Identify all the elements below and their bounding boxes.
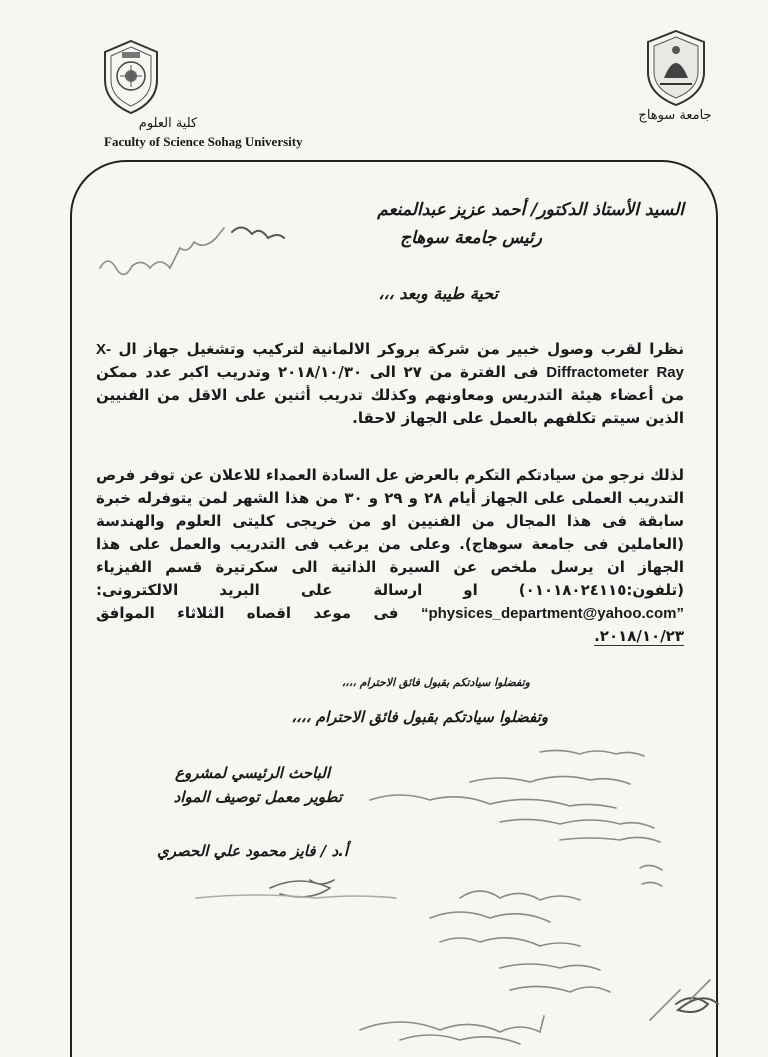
body-paragraph-2-text-b: فى موعد اقصاه الثلاثاء الموافق xyxy=(96,604,421,622)
faculty-logo-icon xyxy=(100,38,162,116)
signature-title-line-1: الباحث الرئيسي لمشروع xyxy=(175,764,330,782)
body-paragraph-2-text-a: لذلك نرجو من سيادتكم التكرم بالعرض عل السادة العمداء للاعلان عن توفر فرص التدريب العملى على الجهاز أيام ٢٨ و ٢٩ و ٣٠ من هذا الشهر لمن يتوفرله خبرة سابقة فى هذا المجال من الفنيين او من خريجى كليتى العلوم والهندسة (العاملين فى جامعة سوهاج). وعلى من يرغب فى التدريب والعمل على هذا الجهاز ان يرسل ملخص عن السيرة الذاتية الى سكرتيرة قسم الفيزياء (تلفون:٠١٠١٨٠٢٤١١٥) او ارسالة على البريد الالكترونى: xyxy=(96,466,684,599)
university-logo-icon xyxy=(644,28,708,108)
body-paragraph-2 xyxy=(96,464,684,648)
body-paragraph-1-text-a: نظرا لقرب وصول خبير من شركة بروكر الالمانية لتركيب وتشغيل جهاز ال xyxy=(111,340,684,358)
signature-name: أ.د / فايز محمود علي الحصري xyxy=(156,842,348,860)
diffractometer-term: Diffractometer xyxy=(546,364,649,381)
signature-title-line-2: تطوير معمل توصيف المواد xyxy=(173,788,342,806)
body-paragraph-1 xyxy=(96,338,684,430)
deadline-date: ٢٠١٨/١٠/٢٣. xyxy=(594,627,684,645)
contact-email: “physices_department@yahoo.com” xyxy=(420,605,684,622)
closing-small: وتفضلوا سيادتكم بقبول فائق الاحترام ،،،، xyxy=(341,676,530,689)
xray-term: X-Ray xyxy=(96,341,684,381)
greeting: تحية طيبة وبعد ،،، xyxy=(378,284,498,303)
closing-large: وتفضلوا سيادتكم بقبول فائق الاحترام ،،،، xyxy=(291,708,548,726)
addressee-line-2: رئيس جامعة سوهاج xyxy=(400,228,542,248)
faculty-name-en: Faculty of Science Sohag University xyxy=(104,134,303,149)
addressee-line-1: السيد الأستاذ الدكتور/ أحمد عزيز عبدالمنعم xyxy=(377,200,684,220)
body-paragraph-1-text-b: فى الفترة من ٢٧ الى ٢٠١٨/١٠/٣٠ وتدريب اكبر عدد ممكن من أعضاء هيئة التدريس ومعاونهم وكذلك تدريب أثنين على الاقل من الفنيين الذين سيتم تكلفهم بالعمل على الجهاز لاحقا. xyxy=(96,363,684,427)
faculty-name-ar: كلية العلوم xyxy=(138,116,198,131)
university-name-ar: جامعة سوهاج xyxy=(638,108,712,123)
